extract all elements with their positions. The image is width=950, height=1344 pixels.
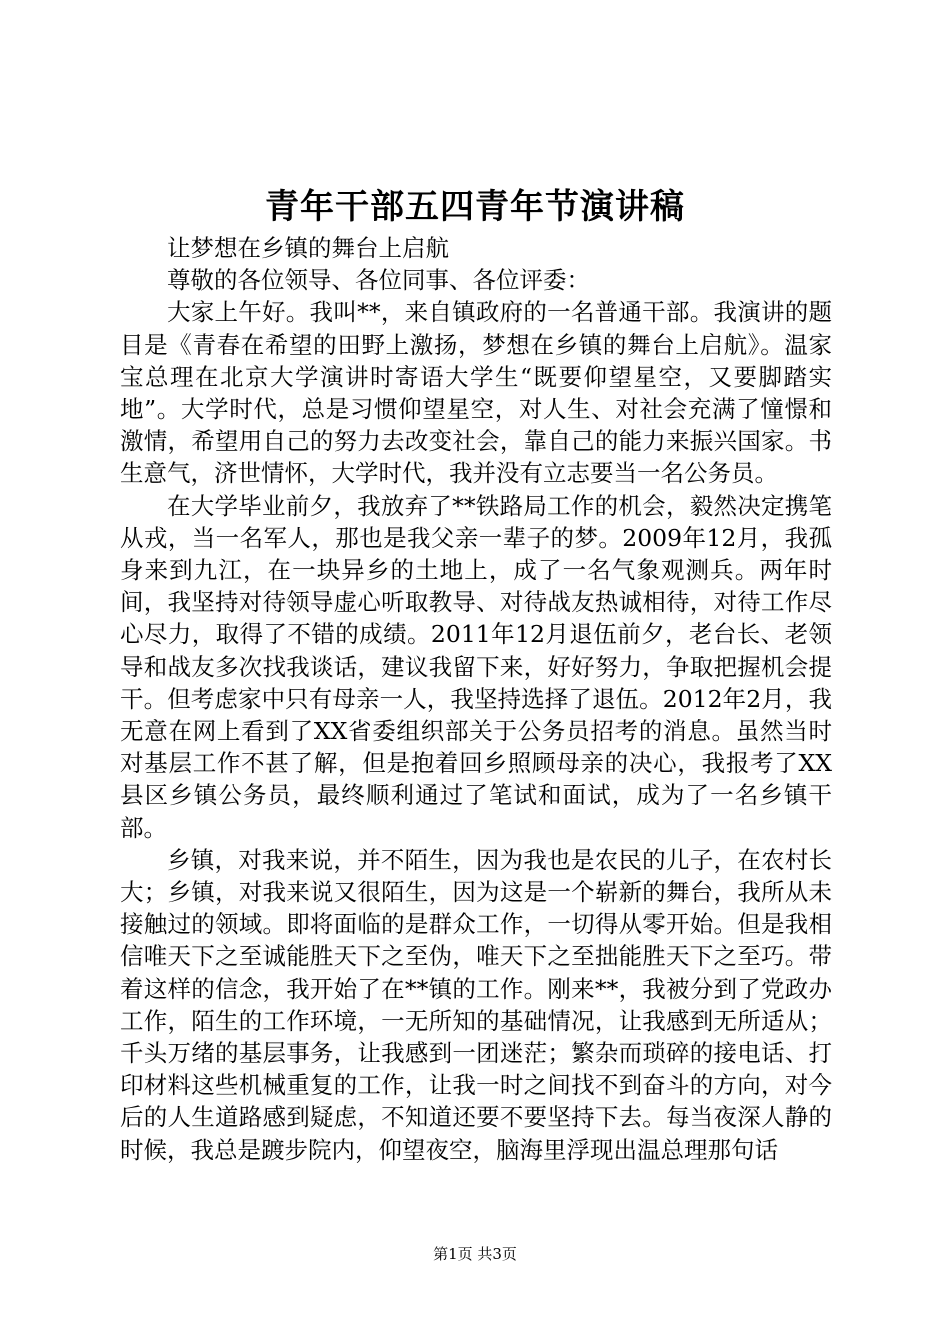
document-title: 青年干部五四青年节演讲稿	[265, 187, 685, 227]
paragraph-salutation: 尊敬的各位领导、各位同事、各位评委：	[167, 266, 590, 295]
document-body	[120, 232, 832, 1166]
paragraph-1: 大家上午好。我叫**，来自镇政府的一名普通干部。我演讲的题目是《青春在希望的田野上激扬，梦想在乡镇的舞台上启航》。温家宝总理在北京大学演讲时寄语大学生“既要仰望星空，又要脚踏实地”。大学时代，总是习惯仰望星空，对人生、对社会充满了憧憬和激情，希望用自己的努力去改变社会，靠自己的能力来振兴国家。书生意气，济世情怀，大学时代，我并没有立志要当一名公务员。	[120, 298, 832, 488]
paragraph-3: 乡镇，对我来说，并不陌生，因为我也是农民的儿子，在农村长大；乡镇，对我来说又很陌生，因为这是一个崭新的舞台，我所从未接触过的领域。即将面临的是群众工作，一切得从零开始。但是我相信唯天下之至诚能胜天下之至伪，唯天下之至拙能胜天下之至巧。带着这样的信念，我开始了在**镇的工作。刚来**，我被分到了党政办工作，陌生的工作环境，一无所知的基础情况，让我感到无所适从；千头万绪的基层事务，让我感到一团迷茫；繁杂而琐碎的接电话、打印材料这些机械重复的工作，让我一时之间找不到奋斗的方向，对今后的人生道路感到疑虑，不知道还要不要坚持下去。每当夜深人静的时候，我总是踱步院内，仰望夜空，脑海里浮现出温总理那句话	[120, 845, 832, 1164]
paragraph-subtitle: 让梦想在乡镇的舞台上启航	[167, 234, 449, 262]
page-footer: 第1页 共3页	[433, 1245, 517, 1263]
paragraph-2: 在大学毕业前夕，我放弃了**铁路局工作的机会，毅然决定携笔从戎，当一名军人，那也是我父亲一辈子的梦。2009年12月，我孤身来到九江，在一块异乡的土地上，成了一名气象观测兵。两年时间，我坚持对待领导虚心听取教导、对待战友热诚相待，对待工作尽心尽力，取得了不错的成绩。2011年12月退伍前夕，老台长、老领导和战友多次找我谈话，建议我留下来，好好努力，争取把握机会提干。但考虑家中只有母亲一人，我坚持选择了退伍。2012年2月，我无意在网上看到了XX省委组织部关于公务员招考的消息。虽然当时对基层工作不甚了解，但是抱着回乡照顾母亲的决心，我报考了XX县区乡镇公务员，最终顺利通过了笔试和面试，成为了一名乡镇干部。	[120, 491, 832, 842]
